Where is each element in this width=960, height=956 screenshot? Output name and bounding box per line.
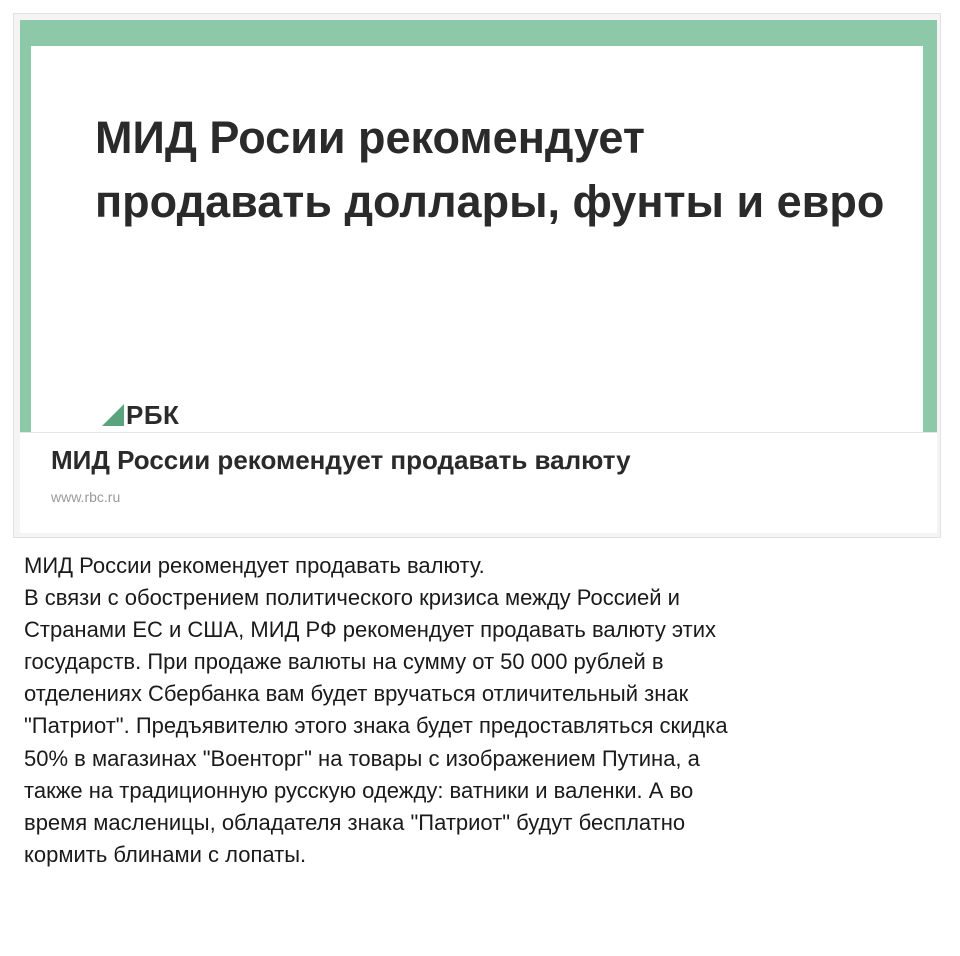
rbc-logo-text: РБК bbox=[126, 400, 180, 430]
rbc-logo-mark-icon bbox=[102, 404, 124, 426]
post-line: также на традиционную русскую одежду: ватники и валенки. А во bbox=[24, 777, 694, 803]
post-line: "Патриот". Предъявителю этого знака будет предоставляться скидка bbox=[24, 713, 728, 739]
link-title[interactable]: МИД России рекомендует продавать валюту bbox=[51, 445, 631, 475]
headline-line: МИД Росии рекомендует bbox=[95, 112, 645, 163]
post-line: кормить блинами с лопаты. bbox=[24, 841, 307, 867]
headline-line: продавать доллары, фунты и евро bbox=[95, 176, 885, 227]
preview-image-inner bbox=[31, 46, 923, 432]
post-body bbox=[24, 550, 939, 871]
link-url[interactable]: www.rbc.ru bbox=[51, 489, 121, 505]
preview-image[interactable] bbox=[20, 20, 937, 432]
rbc-logo bbox=[102, 399, 179, 429]
post-line: В связи с обострением политического кризиса между Россией и bbox=[24, 585, 680, 611]
post-line: МИД России рекомендует продавать валюту. bbox=[24, 553, 485, 578]
link-caption[interactable] bbox=[20, 432, 937, 533]
post-line: Странами ЕС и США, МИД РФ рекомендует продавать валюту этих bbox=[24, 617, 717, 643]
post-line: отделениях Сбербанка вам будет вручаться отличительный знак bbox=[24, 681, 689, 707]
post-line: государств. При продаже валюты на сумму от 50 000 рублей в bbox=[24, 649, 664, 675]
post-line: 50% в магазинах "Военторг" на товары с изображением Путина, а bbox=[24, 745, 700, 771]
preview-headline bbox=[95, 106, 895, 234]
post-line: время масленицы, обладателя знака "Патриот" будут бесплатно bbox=[24, 809, 686, 835]
